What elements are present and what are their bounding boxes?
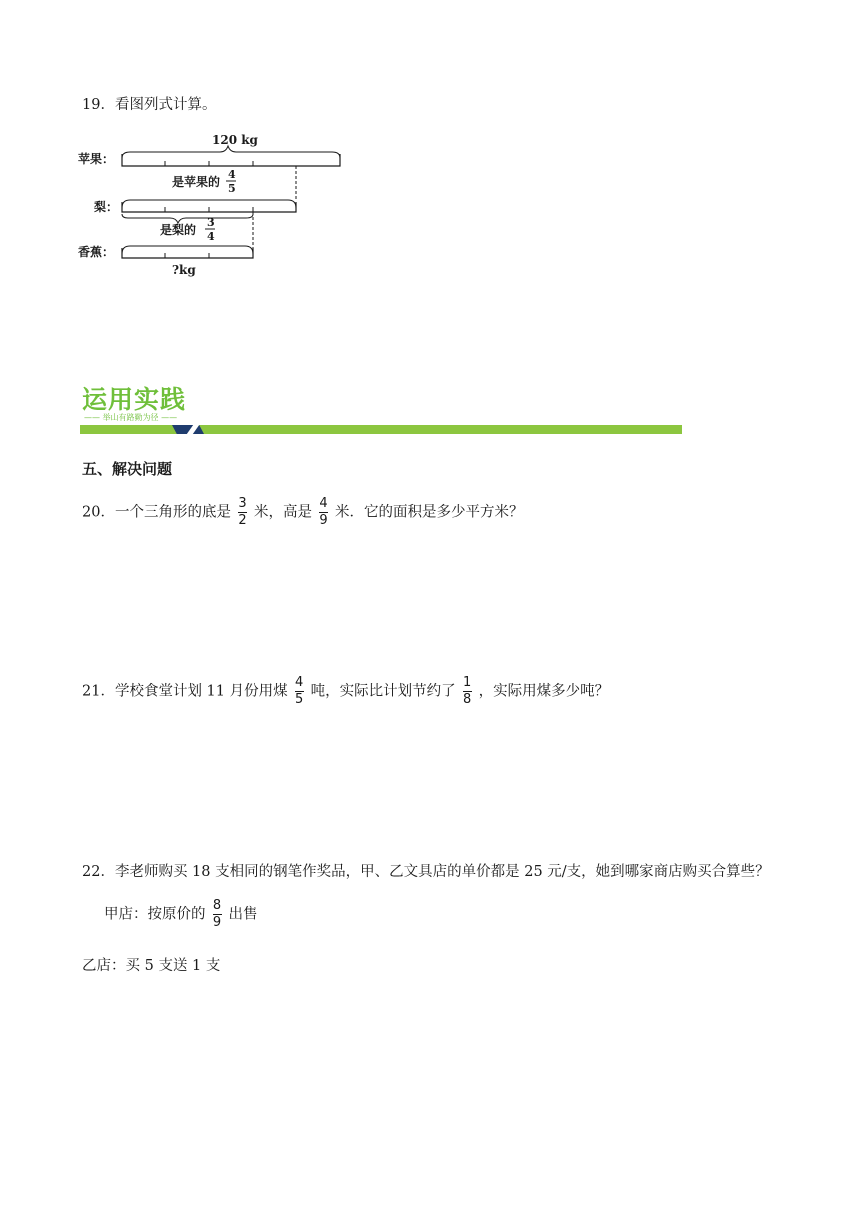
q21-prefix: 21．学校食堂计划 11 月份用煤 xyxy=(82,683,288,700)
banner-subtitle: —— 举山有路勤为径 —— xyxy=(84,413,178,422)
fraction-8-9: $\frac{8}{9}$ xyxy=(212,898,222,930)
banner-title: 运用实践 xyxy=(82,385,187,414)
banana-bar xyxy=(122,248,253,258)
pear-bottom-brace xyxy=(122,214,253,223)
shop-b-line: 乙店：买 5 支送 1 支 xyxy=(82,958,221,974)
q21-mid: 吨，实际比计划节约了 xyxy=(310,683,456,700)
fraction-4-5: $\frac{4}{5}$ xyxy=(294,675,304,707)
shop-a-line xyxy=(104,899,258,930)
shop-a-suffix: 出售 xyxy=(228,906,258,923)
question-20 xyxy=(82,497,523,528)
fraction-4-9: $\frac{4}{9}$ xyxy=(319,496,328,528)
section-banner xyxy=(80,380,682,436)
q20-prefix: 20．一个三角形的底是 xyxy=(82,504,231,521)
q20-mid: 米，高是 xyxy=(253,504,312,521)
shop-a-prefix: 甲店：按原价的 xyxy=(104,906,206,923)
banana-relation-label: 是梨的 xyxy=(160,223,197,237)
pear-top-brace xyxy=(122,200,296,208)
apple-bar xyxy=(122,154,340,166)
banner-green-bar xyxy=(80,425,682,434)
banana-label: 香蕉： xyxy=(78,245,115,259)
question-19-text: 19．看图列式计算。 xyxy=(82,97,217,113)
banana-fraction-denominator: 4 xyxy=(207,230,215,243)
pear-fraction-denominator: 5 xyxy=(228,182,236,195)
pear-label: 梨： xyxy=(94,200,119,214)
q20-suffix: 米．它的面积是多少平方米？ xyxy=(334,504,524,521)
question-21 xyxy=(82,676,609,707)
pear-relation-label: 是苹果的 xyxy=(172,175,221,189)
fraction-1-8: $\frac{1}{8}$ xyxy=(462,675,472,707)
banana-fraction-numerator: 3 xyxy=(207,216,215,229)
question-22-text: 22．李老师购买 18 支相同的钢笔作奖品，甲、乙文具店的单价都是 25 元/支，她到哪家商店购买合算些？ xyxy=(82,864,770,880)
total-weight-label: 120 kg xyxy=(212,133,258,147)
banana-top-brace xyxy=(122,246,253,254)
apple-label: 苹果： xyxy=(78,152,115,166)
section-heading: 五、解决问题 xyxy=(82,460,173,478)
unknown-weight-label: ?kg xyxy=(172,263,196,277)
fraction-3-2: $\frac{3}{2}$ xyxy=(238,496,247,528)
fruit-segment-diagram xyxy=(78,128,358,283)
apple-top-brace xyxy=(122,146,340,158)
q21-suffix: ，实际用煤多少吨？ xyxy=(478,683,610,700)
pear-fraction-numerator: 4 xyxy=(228,168,236,181)
